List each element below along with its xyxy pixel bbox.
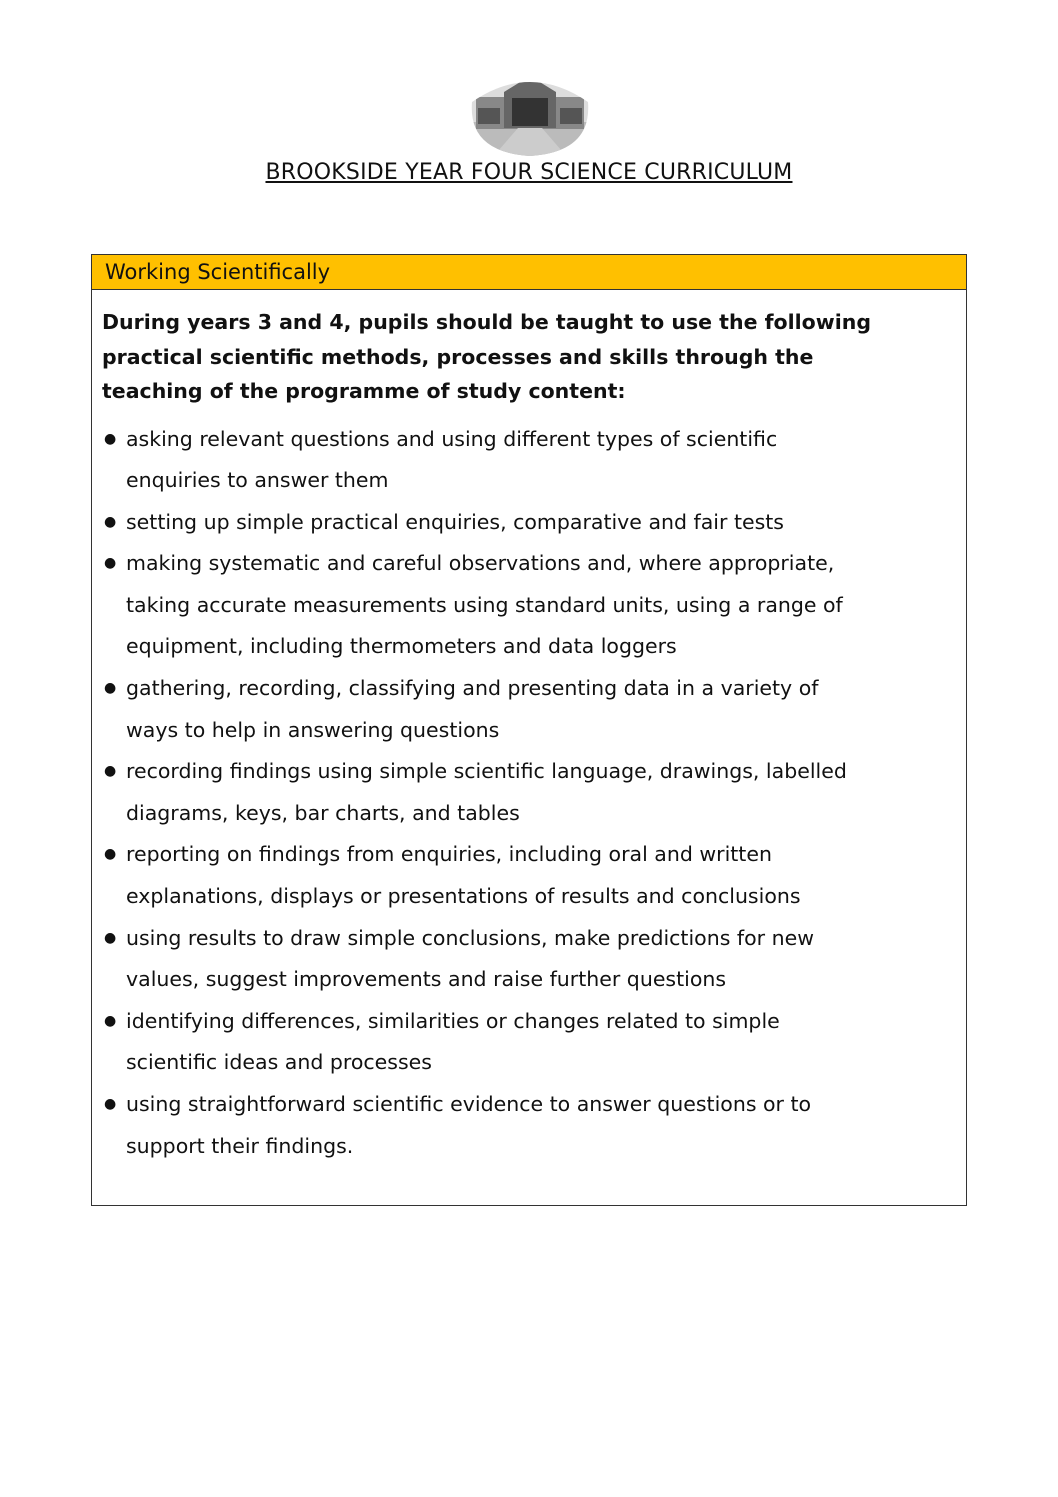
- list-item-line: diagrams, keys, bar charts, and tables: [126, 800, 520, 825]
- list-item-line: support their findings.: [126, 1133, 354, 1158]
- list-item: [92, 543, 966, 668]
- list-item: [92, 419, 966, 502]
- section-heading: Working Scientifically: [92, 255, 966, 290]
- list-item-line: identifying differences, similarities or changes related to simple: [126, 1008, 780, 1033]
- skills-list: [92, 419, 966, 1168]
- list-item-line: using straightforward scientific evidence to answer questions or to: [126, 1092, 812, 1116]
- bullet-icon: ●: [104, 555, 117, 572]
- list-item-line: scientific ideas and processes: [126, 1050, 432, 1075]
- list-item-line: taking accurate measurements using standard units, using a range of: [126, 592, 843, 617]
- list-item-line: setting up simple practical enquiries, comparative and fair tests: [126, 509, 784, 534]
- bullet-icon: ●: [104, 513, 117, 530]
- list-item: [92, 834, 966, 917]
- bullet-icon: ●: [104, 430, 117, 447]
- list-item: [92, 1084, 966, 1167]
- intro-line: practical scientific methods, processes and skills through the: [102, 344, 814, 369]
- bullet-icon: ●: [104, 929, 117, 946]
- list-item-line: ways to help in answering questions: [126, 717, 500, 742]
- list-item-line: enquiries to answer them: [126, 468, 389, 493]
- intro-line: teaching of the programme of study content:: [102, 379, 626, 403]
- section-intro: [102, 305, 966, 409]
- list-item-line: reporting on findings from enquiries, including oral and written: [126, 842, 772, 867]
- page-title: BROOKSIDE YEAR FOUR SCIENCE CURRICULUM: [265, 160, 793, 185]
- bullet-icon: ●: [104, 680, 117, 697]
- bullet-icon: ●: [104, 846, 117, 863]
- list-item-line: asking relevant questions and using different types of scientific: [126, 426, 778, 451]
- bullet-icon: ●: [104, 1012, 117, 1029]
- list-item-line: values, suggest improvements and raise further questions: [126, 967, 727, 992]
- list-item-line: using results to draw simple conclusions, make predictions for new: [126, 925, 814, 950]
- list-item: [92, 1001, 966, 1084]
- list-item-line: explanations, displays or presentations of results and conclusions: [126, 884, 801, 909]
- working-scientifically-table: [91, 254, 967, 1206]
- list-item: [92, 918, 966, 1001]
- list-item-line: recording findings using simple scientific language, drawings, labelled: [126, 759, 847, 784]
- list-item-line: gathering, recording, classifying and presenting data in a variety of: [126, 676, 819, 701]
- list-item: [92, 751, 966, 834]
- bullet-icon: ●: [104, 763, 117, 780]
- list-item-line: making systematic and careful observations and, where appropriate,: [126, 551, 835, 576]
- list-item: [92, 668, 966, 751]
- list-item-line: equipment, including thermometers and data loggers: [126, 634, 677, 659]
- bullet-icon: ●: [104, 1096, 117, 1112]
- intro-line: During years 3 and 4, pupils should be taught to use the following: [102, 310, 871, 334]
- list-item: [92, 502, 966, 544]
- school-logo: [468, 62, 592, 158]
